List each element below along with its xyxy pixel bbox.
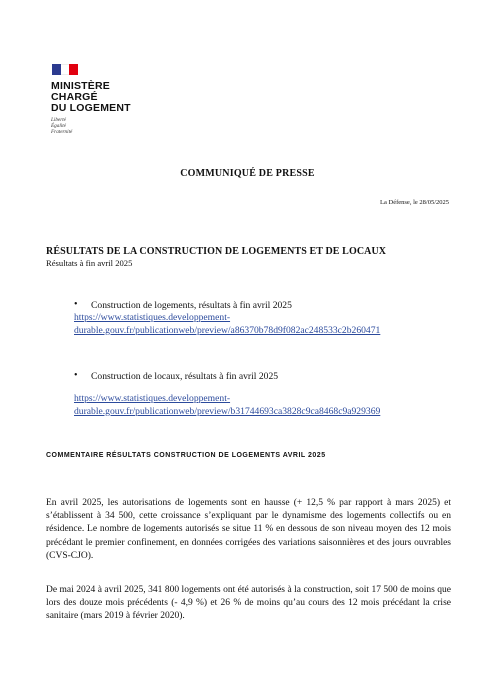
- section-heading: COMMENTAIRE RÉSULTATS CONSTRUCTION DE LOGEMENTS AVRIL 2025: [46, 452, 326, 459]
- press-release-title: COMMUNIQUÉ DE PRESSE: [180, 168, 315, 179]
- link-line[interactable]: durable.gouv.fr/publicationweb/preview/a86370b78d9f082ac248533c2b260471: [74, 324, 381, 336]
- bullet-item-premises: Construction de locaux, résultats à fin avril 2025: [91, 371, 279, 382]
- ministry-name-line: DU LOGEMENT: [51, 102, 131, 114]
- marianne-flag-icon: [52, 64, 78, 75]
- republic-motto: [51, 117, 151, 135]
- link-line[interactable]: https://www.statistiques.developpement-: [74, 393, 231, 404]
- motto-line: Fraternité: [51, 129, 73, 135]
- bullet-item-housing: Construction de logements, résultats à fin avril 2025: [91, 300, 292, 311]
- housing-results-link[interactable]: [74, 312, 380, 337]
- document-heading: RÉSULTATS DE LA CONSTRUCTION DE LOGEMENTS ET DE LOCAUX: [46, 246, 387, 257]
- ministry-name: [51, 81, 151, 114]
- bullet-icon: •: [74, 299, 78, 310]
- paragraph: En avril 2025, les autorisations de logements sont en hausse (+ 12,5 % par rapport à mars 2025) et s’établissent à 34 500, cette croissance s’expliquant par le dynamisme des logements collectifs ou en résidence. Le nombre de logements autorisés se situe 11 % en dessous de son niveau moyen des 12 mois précédant le premier confinement, en données corrigées des variations saisonnières et des jours ouvrables (CVS-CJO).: [46, 498, 451, 561]
- bullet-icon: •: [74, 370, 78, 381]
- link-line[interactable]: durable.gouv.fr/publicationweb/preview/b31744693ca3828c9ca8468c9a929369: [74, 405, 381, 417]
- ministry-logo: [51, 64, 151, 135]
- motto-line: Liberté: [51, 117, 66, 123]
- ministry-name-line: MINISTÈRE: [51, 80, 110, 92]
- document-subheading: Résultats à fin avril 2025: [46, 258, 133, 268]
- ministry-name-line: CHARGÉ: [51, 91, 98, 103]
- motto-line: Égalité: [51, 123, 66, 129]
- dateline: La Défense, le 28/05/2025: [380, 199, 449, 206]
- paragraph: De mai 2024 à avril 2025, 341 800 logements ont été autorisés à la construction, soit 17 500 de moins que lors des douze mois précédents (- 4,9 %) et 26 % de moins qu’au cours des 12 mois précédant la crise sanitaire (mars 2019 à février 2020).: [46, 585, 451, 622]
- premises-results-link[interactable]: [74, 393, 380, 418]
- link-line[interactable]: https://www.statistiques.developpement-: [74, 312, 231, 323]
